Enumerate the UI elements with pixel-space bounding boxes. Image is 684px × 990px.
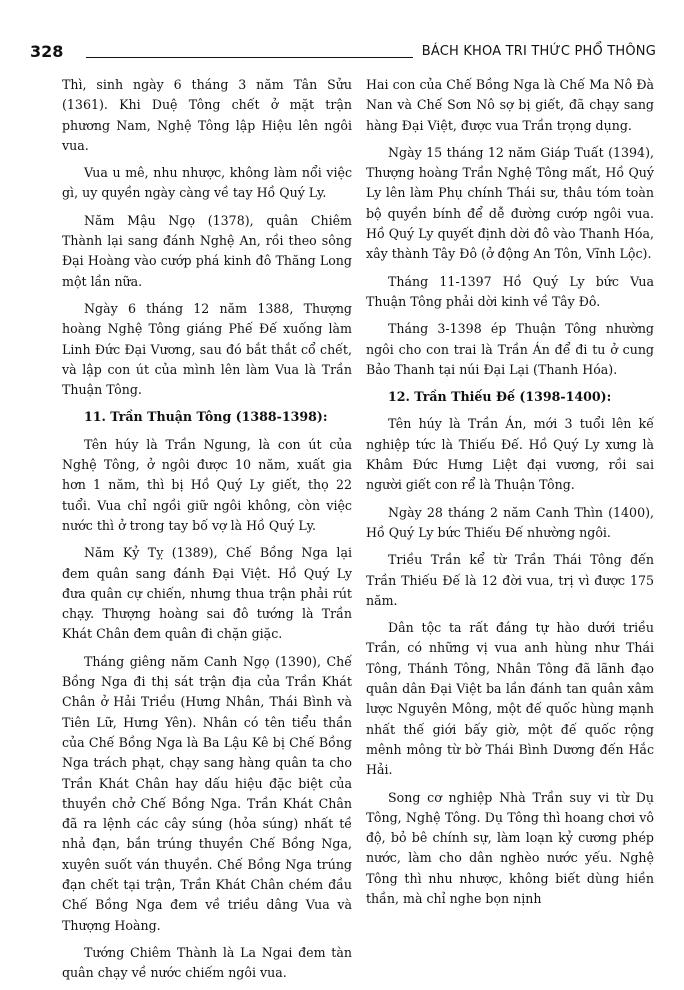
header-rule (86, 57, 413, 58)
paragraph: Tướng Chiêm Thành là La Ngai đem tàn quân chạy về nước chiếm ngôi vua. (62, 944, 352, 981)
paragraph: Tháng 3-1398 ép Thuận Tông nhường ngôi cho con trai là Trần Án để đi tu ở cung Bảo Thanh tại núi Đại Lại (Thanh Hóa). (366, 321, 654, 377)
paragraph: Hai con của Chế Bồng Nga là Chế Ma Nô Đà Nan và Chế Sơn Nô sợ bị giết, đã chạy sang hàng Đại Việt, được vua Trần trọng dụng. (366, 77, 654, 133)
paragraph: Ngày 15 tháng 12 năm Giáp Tuất (1394), Thượng hoàng Trần Nghệ Tông mất, Hồ Quý Ly lên làm Phụ chính Thái sư, thâu tóm toàn bộ quyền bính để dễ đường cướp ngôi vua. Hồ Quý Ly quyết định dời đô vào Thanh Hóa, xây thành Tây Đô (ở động An Tôn, Vĩnh Lộc). (366, 144, 654, 262)
paragraph: Dân tộc ta rất đáng tự hào dưới triều Trần, có những vị vua anh hùng như Thái Tông, Thánh Tông, Nhân Tông đã lãnh đạo quân dân Đại Việt ba lần đánh tan quân xâm lược Nguyên Mông, một đế quốc hùng mạnh nhất thế giới bấy giờ, một đế quốc rộng mênh mông từ bờ Thái Bình Dương đến Hắc Hải. (366, 620, 654, 778)
page-header (30, 42, 656, 66)
paragraph: Vua u mê, nhu nhược, không làm nổi việc gì, uy quyền ngày càng về tay Hồ Quý Ly. (62, 165, 352, 201)
right-column (366, 75, 654, 916)
paragraph: Năm Mậu Ngọ (1378), quân Chiêm Thành lại sang đánh Nghệ An, rồi theo sông Đại Hoàng vào cướp phá kinh đô Thăng Long một lần nữa. (62, 212, 352, 289)
paragraph: Ngày 28 tháng 2 năm Canh Thìn (1400), Hồ Quý Ly bức Thiếu Đế nhường ngôi. (366, 504, 654, 540)
section-heading: 11. Trần Thuận Tông (1388-1398): (84, 409, 328, 425)
paragraph: Triều Trần kể từ Trần Thái Tông đến Trần Thiếu Đế là 12 đời vua, trị vì được 175 năm. (366, 552, 654, 608)
paragraph: Tháng 11-1397 Hồ Quý Ly bức Vua Thuận Tông phải dời kinh về Tây Đô. (366, 273, 654, 309)
paragraph: Tháng giêng năm Canh Ngọ (1390), Chế Bồng Nga đi thị sát trận địa của Trần Khát Chân ở Hải Triều (Hưng Nhân, Thái Bình và Tiên Lữ, Hưng Yên). Nhân có tên tiểu thần của Chế Bồng Nga là Ba Lậu Kê bị Chế Bồng Nga trách phạt, chạy sang hàng quân ta cho Trần Khát Chân hay dấu hiệu đặc biệt của thuyền chở Chế Bồng Nga. Trần Khát Chân đã ra lệnh các cây súng (hỏa súng) nhất tề nhả đạn, bắn trúng thuyền Chế Bồng Nga, xuyên suốt ván thuyền. Chế Bồng Nga trúng đạn chết tại trận, Trần Khát Chân chém đầu Chế Bồng Nga đem về triều dâng Vua và Thượng Hoàng. (62, 653, 352, 933)
paragraph: Song cơ nghiệp Nhà Trần suy vi từ Dụ Tông, Nghệ Tông. Dụ Tông thì hoang chơi vô độ, bỏ bê chính sự, làm loạn kỷ cương phép nước, làm cho dân nghèo nước yếu. Nghệ Tông thì nhu nhược, không biết dùng hiền thần, mà chỉ nghe bọn nịnh (366, 789, 654, 906)
left-column (62, 75, 352, 990)
paragraph: Tên húy là Trần Ngung, là con út của Nghệ Tông, ở ngôi được 10 năm, xuất gia hơn 1 năm, thì bị Hồ Quý Ly giết, thọ 22 tuổi. Vua chỉ ngồi giữ ngôi không, còn việc nước thì ở trong tay bố vợ là Hồ Quý Ly. (62, 436, 352, 533)
paragraph: Thì, sinh ngày 6 tháng 3 năm Tân Sửu (1361). Khi Duệ Tông chết ở mặt trận phương Nam, Nghệ Tông lập Hiệu lên ngôi vua. (62, 77, 352, 153)
running-title: BÁCH KHOA TRI THỨC PHỔ THÔNG (421, 44, 656, 59)
page-number: 328 (30, 42, 64, 61)
paragraph: Năm Kỷ Tỵ (1389), Chế Bồng Nga lại đem quân sang đánh Đại Việt. Hồ Quý Ly đưa quân cự chiến, nhưng thua trận phải rút chạy. Thượng hoàng sai đô tướng là Trần Khát Chân đem quân đi chặn giặc. (62, 545, 352, 642)
paragraph: Tên húy là Trần Án, mới 3 tuổi lên kế nghiệp tức là Thiếu Đế. Hồ Quý Ly xưng là Khâm Đức Hưng Liệt đại vương, rồi sai người giết con rể là Thuận Tông. (366, 416, 654, 493)
paragraph: Ngày 6 tháng 12 năm 1388, Thượng hoàng Nghệ Tông giáng Phế Đế xuống làm Linh Đức Đại Vương, sau đó bắt thắt cổ chết, và lập con út của mình lên làm Vua là Trần Thuận Tông. (62, 300, 352, 398)
section-heading: 12. Trần Thiếu Đế (1398-1400): (388, 389, 612, 405)
